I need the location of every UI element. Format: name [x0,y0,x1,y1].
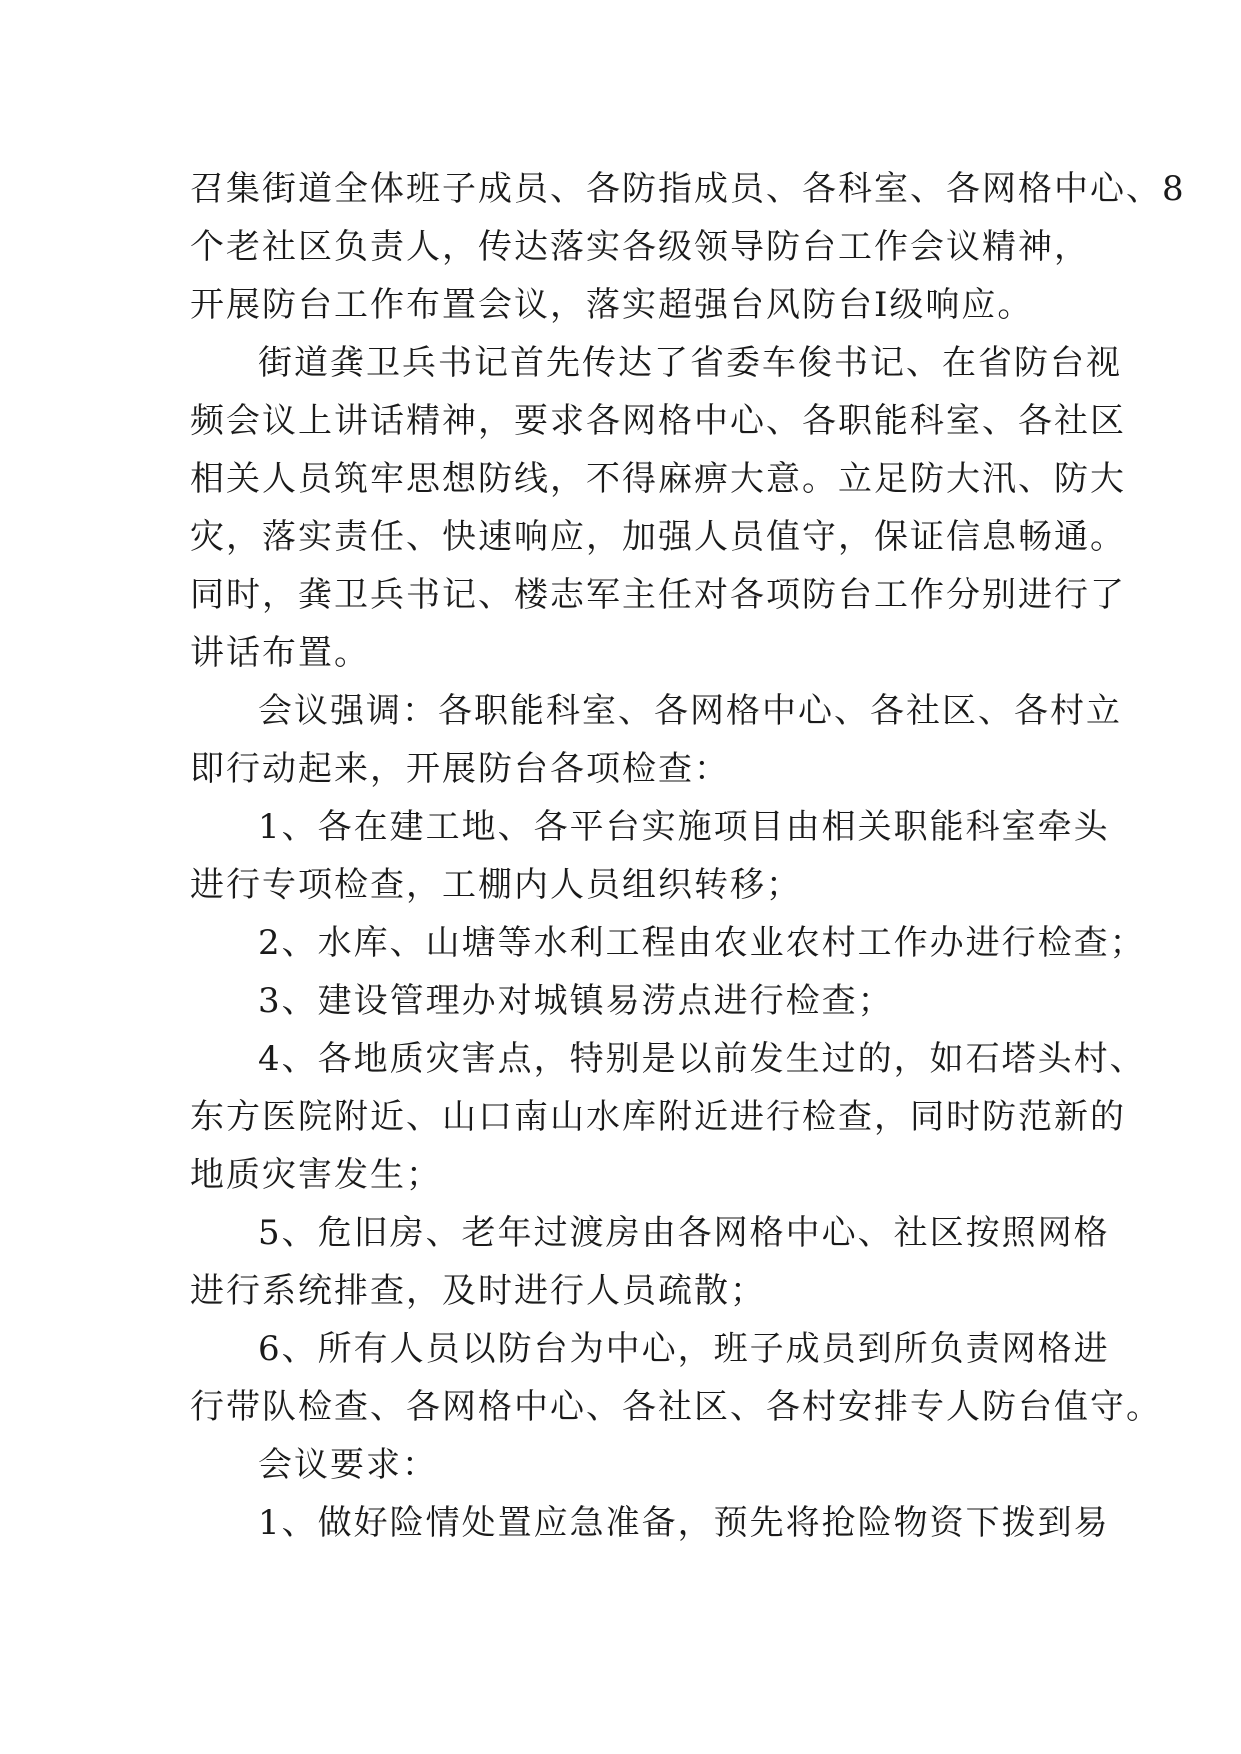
text-line: 进行专项检查，工棚内人员组织转移； [190,865,802,905]
text-line: 东方医院附近、山口南山水库附近进行检查，同时防范新的 [190,1097,1126,1137]
text-line: 讲话布置。 [190,633,370,673]
text-line: 地质灾害发生； [190,1155,442,1195]
text-line: 即行动起来，开展防台各项检查： [190,749,730,789]
text-line: 开展防台工作布置会议，落实超强台风防台Ⅰ级响应。 [190,285,1034,325]
text-line: 个老社区负责人，传达落实各级领导防台工作会议精神， [190,227,1090,267]
list-item-line: 1、做好险情处置应急准备，预先将抢险物资下拨到易 [258,1503,1110,1543]
document-body [190,160,1186,1552]
list-item-line: 4、各地质灾害点，特别是以前发生过的，如石塔头村、 [258,1039,1146,1079]
list-item-line: 1、各在建工地、各平台实施项目由相关职能科室牵头 [258,807,1110,847]
text-line: 行带队检查、各网格中心、各社区、各村安排专人防台值守。 [190,1387,1162,1427]
paragraph-first-line: 会议要求： [258,1445,438,1485]
text-line: 进行系统排查，及时进行人员疏散； [190,1271,766,1311]
paragraph-first-line: 街道龚卫兵书记首先传达了省委车俊书记、在省防台视 [258,343,1122,383]
list-item-line: 5、危旧房、老年过渡房由各网格中心、社区按照网格 [258,1213,1110,1253]
list-item-line: 2、水库、山塘等水利工程由农业农村工作办进行检查； [258,923,1146,963]
text-line: 灾，落实责任、快速响应，加强人员值守，保证信息畅通。 [190,517,1126,557]
text-line: 召集街道全体班子成员、各防指成员、各科室、各网格中心、8 [190,169,1186,209]
text-line: 同时，龚卫兵书记、楼志军主任对各项防台工作分别进行了 [190,575,1126,615]
paragraph-first-line: 会议强调：各职能科室、各网格中心、各社区、各村立 [258,691,1122,731]
text-line: 频会议上讲话精神，要求各网格中心、各职能科室、各社区 [190,401,1126,441]
list-item-line: 6、所有人员以防台为中心，班子成员到所负责网格进 [258,1329,1110,1369]
text-line: 相关人员筑牢思想防线，不得麻痹大意。立足防大汛、防大 [190,459,1126,499]
list-item-line: 3、建设管理办对城镇易涝点进行检查； [258,981,894,1021]
